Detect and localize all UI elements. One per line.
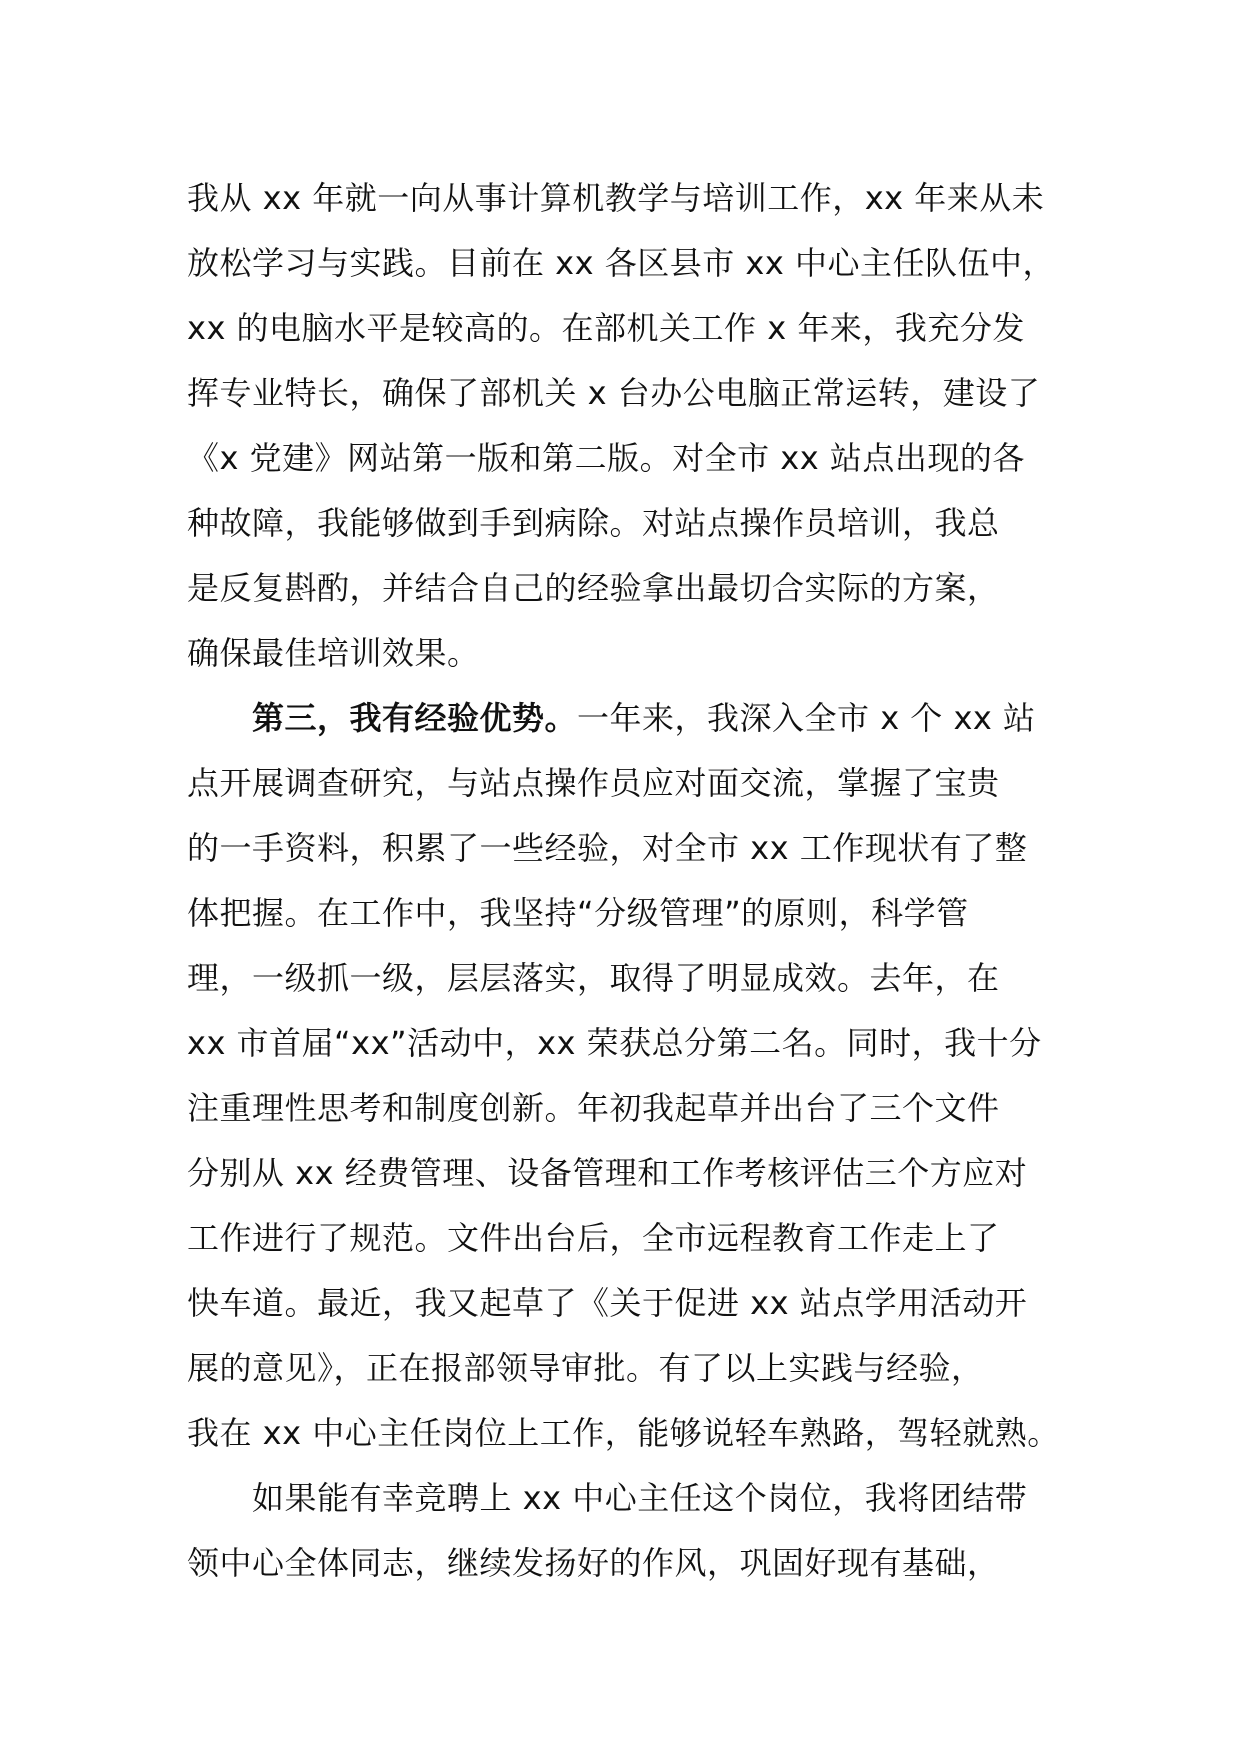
text-line: 分别从 xx 经费管理、设备管理和工作考核评估三个方应对 — [187, 1154, 1028, 1192]
text-line: 是反复斟酌，并结合自己的经验拿出最切合实际的方案， — [187, 569, 1000, 607]
text-line-rest: 一年来，我深入全市 x 个 xx 站 — [577, 699, 1036, 737]
paragraph-experience-advantage — [187, 686, 1067, 1466]
text-line: 工作进行了规范。文件出台后，全市远程教育工作走上了 — [187, 1219, 1000, 1257]
text-line: 注重理性思考和制度创新。年初我起草并出台了三个文件 — [187, 1089, 1000, 1127]
text-line: 快车道。最近，我又起草了《关于促进 xx 站点学用活动开 — [187, 1284, 1028, 1322]
text-line: 体把握。在工作中，我坚持“分级管理”的原则，科学管 — [187, 894, 969, 932]
text-line: 放松学习与实践。目前在 xx 各区县市 xx 中心主任队伍中， — [187, 244, 1055, 282]
text-line: 确保最佳培训效果。 — [187, 634, 480, 672]
paragraph-experience-skills — [187, 166, 1067, 686]
text-line: 点开展调查研究，与站点操作员应对面交流，掌握了宝贵 — [187, 764, 1000, 802]
text-line: 种故障，我能够做到手到病除。对站点操作员培训，我总 — [187, 504, 1000, 542]
text-line: xx 的电脑水平是较高的。在部机关工作 x 年来，我充分发 — [187, 309, 1025, 347]
text-line-first: 如果能有幸竞聘上 xx 中心主任这个岗位，我将团结带 — [252, 1479, 1028, 1517]
text-line: 的一手资料，积累了一些经验，对全市 xx 工作现状有了整 — [187, 829, 1028, 867]
text-line: 展的意见》，正在报部领导审批。有了以上实践与经验， — [187, 1349, 984, 1387]
text-line: xx 市首届“xx”活动中，xx 荣获总分第二名。同时，我十分 — [187, 1024, 1042, 1062]
text-line-first — [187, 686, 1067, 751]
paragraph-heading: 第三，我有经验优势。 — [252, 699, 578, 737]
paragraph-commitment — [187, 1466, 1067, 1596]
document-body — [187, 166, 1067, 1596]
text-line: 挥专业特长，确保了部机关 x 台办公电脑正常运转，建设了 — [187, 374, 1041, 412]
text-line: 理，一级抓一级，层层落实，取得了明显成效。去年，在 — [187, 959, 1000, 997]
text-line: 领中心全体同志，继续发扬好的作风，巩固好现有基础， — [187, 1544, 1000, 1582]
text-line: 我从 xx 年就一向从事计算机教学与培训工作，xx 年来从未 — [187, 179, 1045, 217]
text-line: 《x 党建》网站第一版和第二版。对全市 xx 站点出现的各 — [187, 439, 1025, 477]
text-line: 我在 xx 中心主任岗位上工作，能够说轻车熟路，驾轻就熟。 — [187, 1414, 1060, 1452]
